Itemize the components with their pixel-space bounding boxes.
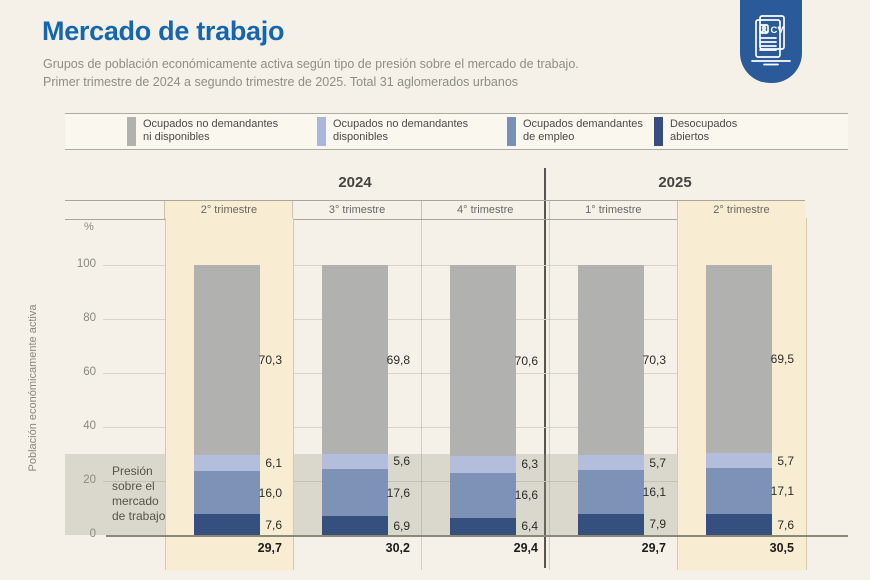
value-label: 17,1 [770,484,794,499]
value-label: 7,9 [649,517,666,532]
bar-column-2024-q2 [165,218,294,570]
stacked-bar [450,218,516,570]
value-label: 5,7 [777,453,794,468]
stacked-bar [578,218,644,570]
quarter-header-2024-q3: 3° trimestre [292,201,420,219]
ytick-60: 60 [83,366,96,378]
segment-ocupados-nd-nd [578,265,644,455]
quarter-header-2025-q1: 1° trimestre [549,201,677,219]
value-label: 70,3 [258,352,282,367]
legend-swatch-slate [507,117,516,146]
segment-ocupados-nd-nd [706,265,772,453]
value-label: 7,6 [777,517,794,532]
svg-text:CV: CV [770,25,784,36]
ytick-0: 0 [89,528,96,540]
value-label: 16,1 [642,484,666,499]
year-header-2024: 2024 [338,174,372,191]
segment-ocupados-demandantes [194,471,260,514]
stacked-bar [322,218,388,570]
ytick-80: 80 [83,312,96,324]
segment-ocupados-demandantes [706,468,772,514]
value-label: 70,6 [514,353,538,368]
value-label: 16,6 [514,488,538,503]
ytick-20: 20 [83,474,96,486]
pressure-zone-label: Presión sobre el mercado de trabajo [112,464,166,523]
bar-column-2024-q3 [293,218,422,570]
value-label: 69,5 [770,352,794,367]
legend-label: Desocupados [670,118,738,130]
segment-ocupados-nd-disp [322,454,388,469]
value-label: 6,1 [265,456,282,471]
segment-ocupados-nd-nd [450,265,516,456]
value-label: 6,9 [393,518,410,533]
segment-ocupados-demandantes [450,473,516,518]
percent-unit-label: % [84,221,94,233]
quarter-header-2025-q2: 2° trimestre [677,201,805,219]
page-title: Mercado de trabajo [42,16,285,46]
value-label: 69,8 [386,352,410,367]
segment-ocupados-nd-disp [578,455,644,470]
subtitle-line-2: Primer trimestre de 2024 a segundo trimestre de 2025. Total 31 aglomerados urbanos [43,75,519,89]
chart-legend: Ocupados no demandantes ni disponibles Ocupados no demandantes disponibles Ocupados demandantes de empleo Desocupados abiertos [65,113,848,150]
ytick-40: 40 [83,420,96,432]
legend-swatch-gray [127,117,136,146]
quarter-header-2024-q2: 2° trimestre [164,201,292,219]
bar-columns-area [165,218,805,570]
stacked-bar [706,218,772,570]
bar-column-2025-q1 [549,218,678,570]
x-axis-baseline [106,535,848,537]
value-label: 17,6 [386,485,410,500]
segment-ocupados-demandantes [322,469,388,517]
legend-swatch-lavender [317,117,326,146]
total-pressure-label: 29,7 [257,541,282,555]
stacked-bar [194,218,260,570]
segment-ocupados-demandantes [578,470,644,513]
value-label: 5,7 [649,455,666,470]
segment-desocupados [322,516,388,535]
legend-swatch-navy [654,117,663,146]
legend-label: Ocupados demandantes [523,118,643,130]
total-pressure-label: 29,7 [641,541,666,555]
cv-document-icon [751,14,791,68]
total-pressure-label: 30,5 [769,541,794,555]
value-label: 5,6 [393,454,410,469]
quarter-header-2024-q4: 4° trimestre [421,201,549,219]
bar-column-2024-q4 [421,218,550,570]
ytick-100: 100 [76,258,96,270]
segment-desocupados [578,514,644,535]
value-label: 7,6 [265,517,282,532]
segment-desocupados [706,514,772,535]
bar-column-2025-q2 [677,218,807,570]
legend-label: Ocupados no demandantes [143,118,279,130]
quarter-header-row [65,200,805,220]
value-label: 6,4 [521,519,538,534]
y-axis-title: Población económicamente activa [27,304,39,472]
segment-desocupados [194,514,260,535]
segment-ocupados-nd-disp [450,456,516,473]
quarter-gutter [65,201,164,219]
segment-ocupados-nd-disp [194,455,260,471]
subtitle-line-1: Grupos de población económicamente activa según tipo de presión sobre el mercado de trabajo. [43,57,579,71]
segment-ocupados-nd-nd [322,265,388,453]
value-label: 16,0 [258,485,282,500]
cv-logo-badge [740,0,802,83]
legend-label: Ocupados no demandantes [333,118,469,130]
segment-ocupados-nd-nd [194,265,260,455]
value-label: 70,3 [642,352,666,367]
segment-desocupados [450,518,516,535]
segment-ocupados-nd-disp [706,453,772,468]
year-header-2025: 2025 [658,174,692,191]
value-label: 6,3 [521,457,538,472]
total-pressure-label: 30,2 [385,541,410,555]
total-pressure-label: 29,4 [513,541,538,555]
